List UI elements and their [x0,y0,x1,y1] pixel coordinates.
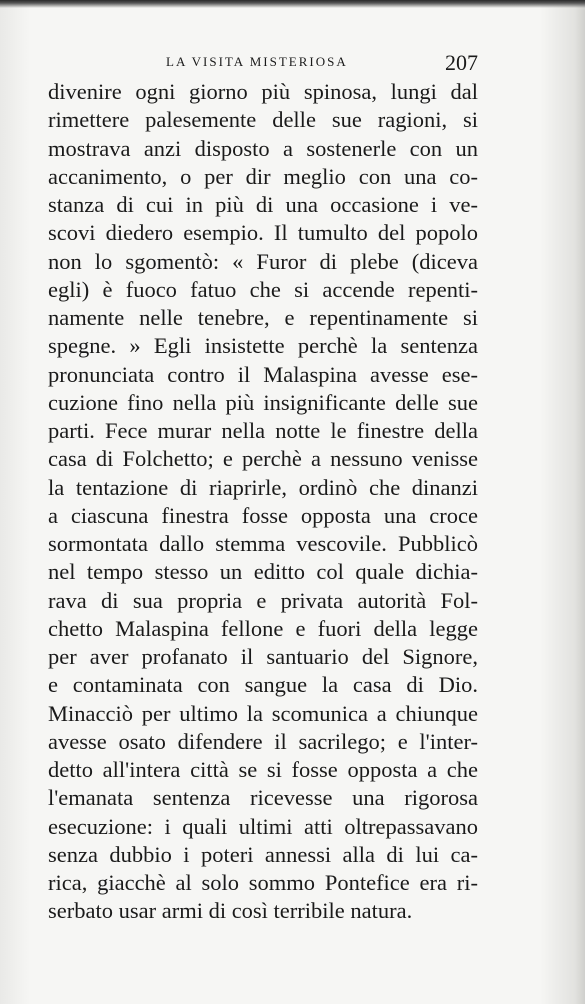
text-line: chetto Malaspina fellone e fuori della legge [48,615,478,641]
text-line: egli) è fuoco fatuo che si accende repenti- [48,276,478,302]
text-line: l'emanata sentenza ricevesse una rigorosa [48,785,478,811]
text-line: serbato usar armi di così terribile natura. [48,898,413,924]
text-line: non lo sgomentò: « Furor di plebe (diceva [48,248,478,274]
text-line: scovi diedero esempio. Il tumulto del popolo [48,220,478,246]
text-line: casa di Folchetto; e perchè a nessuno venisse [48,446,478,472]
text-line: rica, giacchè al solo sommo Pontefice era ri- [48,870,478,895]
text-line: per aver profanato il santuario del Signore, [48,644,478,669]
text-line: sormontata dallo stemma vescovile. Pubblicò [48,531,478,556]
page-number: 207 [445,50,478,75]
text-line: nel tempo stesso un editto col quale dichia- [48,559,478,585]
page-header [48,50,478,80]
text-line: avesse osato difendere il sacrilego; e l'inter- [48,728,478,754]
text-line: stanza di cui in più di una occasione i ve- [48,192,478,217]
running-title: LA VISITA MISTERIOSA [166,54,348,69]
text-line: esecuzione: i quali ultimi atti oltrepassavano [48,813,478,839]
text-line: parti. Fece murar nella notte le finestre della [48,418,478,443]
scan-shadow [0,0,585,8]
text-line: detto all'intera città se si fosse opposta a che [48,757,478,782]
body-text [48,78,478,926]
text-line: spegne. » Egli insistette perchè la sentenza [48,333,478,359]
text-line: accanimento, o per dir meglio con una co- [48,163,478,189]
text-line: rava di sua propria e privata autorità Fol- [48,587,478,613]
text-line: la tentazione di riaprirle, ordinò che dinanzi [48,474,478,500]
text-line: mostrava anzi disposto a sostenerle con un [48,135,478,161]
text-line: divenire ogni giorno più spinosa, lungi dal [48,79,478,104]
text-line: namente nelle tenebre, e repentinamente si [48,305,478,330]
text-line: rimettere palesemente delle sue ragioni, si [48,107,478,133]
text-line: a ciascuna finestra fosse opposta una croce [48,502,478,528]
text-line: senza dubbio i poteri annessi alla di lui ca- [48,841,478,867]
text-line: Minacciò per ultimo la scomunica a chiunque [48,700,478,726]
text-line: cuzione fino nella più insignificante delle sue [48,389,478,415]
text-line: e contaminata con sangue la casa di Dio. [48,672,478,698]
text-line: pronunciata contro il Malaspina avesse ese- [48,361,478,387]
